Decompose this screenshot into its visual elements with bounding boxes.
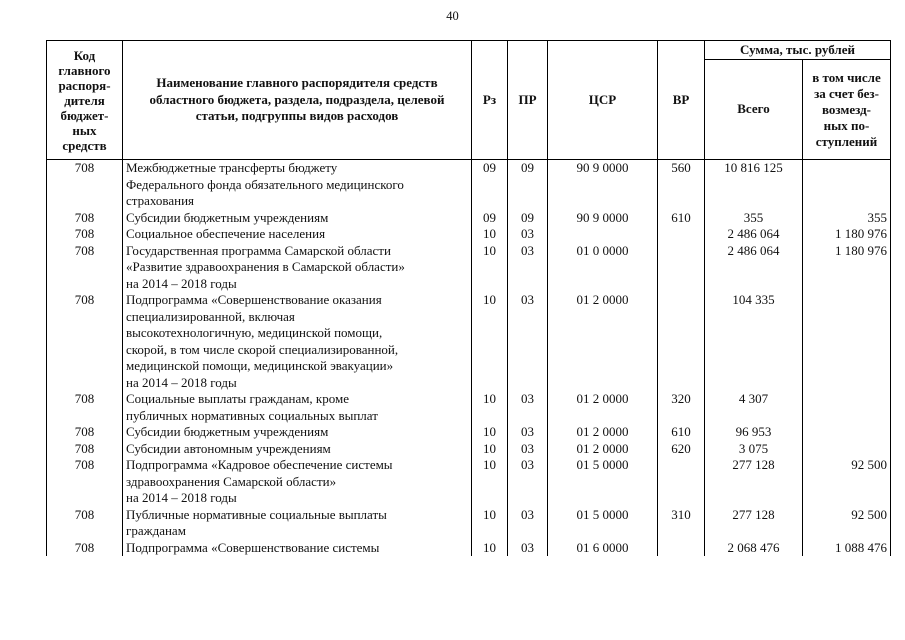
cell-rz: 10 bbox=[472, 391, 508, 424]
cell-free: 1 180 976 bbox=[803, 243, 891, 293]
cell-name: Межбюджетные трансферты бюджету Федерального фонда обязательного медицинского страхования bbox=[123, 160, 472, 210]
header-name: Наименование главного распорядителя средств областного бюджета, раздела, подраздела, целевой статьи, подгруппы видов расходов bbox=[123, 41, 472, 160]
cell-code: 708 bbox=[47, 540, 123, 557]
cell-free: 355 bbox=[803, 210, 891, 227]
cell-csr: 01 5 0000 bbox=[548, 507, 658, 540]
cell-rz: 10 bbox=[472, 441, 508, 458]
cell-name: Подпрограмма «Совершенствование системы bbox=[123, 540, 472, 557]
cell-total: 2 486 064 bbox=[705, 226, 803, 243]
table-row bbox=[47, 243, 891, 293]
cell-rz: 10 bbox=[472, 292, 508, 391]
cell-vr bbox=[658, 226, 705, 243]
table-body bbox=[47, 160, 891, 557]
cell-pr: 03 bbox=[508, 441, 548, 458]
cell-total: 355 bbox=[705, 210, 803, 227]
table-row bbox=[47, 292, 891, 391]
cell-total: 277 128 bbox=[705, 457, 803, 507]
cell-csr: 01 2 0000 bbox=[548, 441, 658, 458]
cell-rz: 10 bbox=[472, 457, 508, 507]
cell-total: 104 335 bbox=[705, 292, 803, 391]
cell-rz: 09 bbox=[472, 160, 508, 210]
cell-total: 2 486 064 bbox=[705, 243, 803, 293]
cell-csr: 01 2 0000 bbox=[548, 424, 658, 441]
table-row bbox=[47, 540, 891, 557]
cell-code: 708 bbox=[47, 441, 123, 458]
table-header bbox=[47, 41, 891, 160]
cell-code: 708 bbox=[47, 226, 123, 243]
header-vr: ВР bbox=[658, 41, 705, 160]
cell-vr: 610 bbox=[658, 424, 705, 441]
header-sum: Сумма, тыс. рублей bbox=[705, 41, 891, 60]
cell-vr bbox=[658, 540, 705, 557]
cell-code: 708 bbox=[47, 424, 123, 441]
cell-csr: 01 2 0000 bbox=[548, 292, 658, 391]
cell-free bbox=[803, 292, 891, 391]
cell-rz: 10 bbox=[472, 507, 508, 540]
table-row bbox=[47, 424, 891, 441]
cell-vr: 560 bbox=[658, 160, 705, 210]
cell-csr: 90 9 0000 bbox=[548, 210, 658, 227]
cell-rz: 10 bbox=[472, 243, 508, 293]
cell-total: 96 953 bbox=[705, 424, 803, 441]
cell-csr: 01 5 0000 bbox=[548, 457, 658, 507]
cell-vr: 320 bbox=[658, 391, 705, 424]
table-row bbox=[47, 441, 891, 458]
header-total: Всего bbox=[705, 60, 803, 160]
cell-rz: 10 bbox=[472, 226, 508, 243]
cell-code: 708 bbox=[47, 160, 123, 210]
cell-csr: 01 0 0000 bbox=[548, 243, 658, 293]
cell-csr: 01 6 0000 bbox=[548, 540, 658, 557]
header-rz: Рз bbox=[472, 41, 508, 160]
table-row bbox=[47, 226, 891, 243]
header-csr: ЦСР bbox=[548, 41, 658, 160]
table-row bbox=[47, 457, 891, 507]
cell-total: 3 075 bbox=[705, 441, 803, 458]
cell-rz: 10 bbox=[472, 424, 508, 441]
budget-table bbox=[46, 40, 891, 556]
cell-code: 708 bbox=[47, 210, 123, 227]
cell-total: 2 068 476 bbox=[705, 540, 803, 557]
cell-name: Государственная программа Самарской области «Развитие здравоохранения в Самарской области» на 2014 – 2018 годы bbox=[123, 243, 472, 293]
cell-csr: 90 9 0000 bbox=[548, 160, 658, 210]
cell-free: 1 180 976 bbox=[803, 226, 891, 243]
cell-pr: 03 bbox=[508, 507, 548, 540]
page-number: 40 bbox=[446, 9, 459, 23]
cell-free bbox=[803, 424, 891, 441]
cell-code: 708 bbox=[47, 292, 123, 391]
cell-vr bbox=[658, 457, 705, 507]
cell-name: Социальное обеспечение населения bbox=[123, 226, 472, 243]
cell-total: 10 816 125 bbox=[705, 160, 803, 210]
table-row bbox=[47, 160, 891, 210]
cell-total: 4 307 bbox=[705, 391, 803, 424]
cell-free: 92 500 bbox=[803, 457, 891, 507]
cell-total: 277 128 bbox=[705, 507, 803, 540]
cell-rz: 09 bbox=[472, 210, 508, 227]
cell-code: 708 bbox=[47, 391, 123, 424]
cell-free bbox=[803, 391, 891, 424]
cell-free bbox=[803, 160, 891, 210]
header-pr: ПР bbox=[508, 41, 548, 160]
cell-csr bbox=[548, 226, 658, 243]
cell-code: 708 bbox=[47, 243, 123, 293]
cell-pr: 09 bbox=[508, 210, 548, 227]
cell-name: Социальные выплаты гражданам, кроме публичных нормативных социальных выплат bbox=[123, 391, 472, 424]
cell-pr: 09 bbox=[508, 160, 548, 210]
cell-pr: 03 bbox=[508, 243, 548, 293]
cell-name: Субсидии бюджетным учреждениям bbox=[123, 424, 472, 441]
table-row bbox=[47, 507, 891, 540]
cell-vr: 620 bbox=[658, 441, 705, 458]
cell-free: 1 088 476 bbox=[803, 540, 891, 557]
cell-pr: 03 bbox=[508, 424, 548, 441]
cell-name: Подпрограмма «Совершенствование оказания специализированной, включая высокотехнологичную, медицинской помощи, скорой, в том числе скорой специализированной, медицинской помощи, медицинской эвакуации» на 2014 – 2018 годы bbox=[123, 292, 472, 391]
table-row bbox=[47, 210, 891, 227]
cell-rz: 10 bbox=[472, 540, 508, 557]
cell-vr: 610 bbox=[658, 210, 705, 227]
cell-vr: 310 bbox=[658, 507, 705, 540]
cell-name: Субсидии бюджетным учреждениям bbox=[123, 210, 472, 227]
cell-vr bbox=[658, 292, 705, 391]
cell-code: 708 bbox=[47, 457, 123, 507]
cell-code: 708 bbox=[47, 507, 123, 540]
cell-name: Публичные нормативные социальные выплаты гражданам bbox=[123, 507, 472, 540]
header-free: в том числе за счет без- возмезд- ных по- ступлений bbox=[803, 60, 891, 160]
cell-pr: 03 bbox=[508, 457, 548, 507]
cell-free: 92 500 bbox=[803, 507, 891, 540]
cell-pr: 03 bbox=[508, 292, 548, 391]
cell-pr: 03 bbox=[508, 226, 548, 243]
cell-free bbox=[803, 441, 891, 458]
cell-vr bbox=[658, 243, 705, 293]
cell-pr: 03 bbox=[508, 391, 548, 424]
cell-pr: 03 bbox=[508, 540, 548, 557]
cell-csr: 01 2 0000 bbox=[548, 391, 658, 424]
header-code: Код главного распоря- дителя бюджет- ных средств bbox=[47, 41, 123, 160]
cell-name: Подпрограмма «Кадровое обеспечение системы здравоохранения Самарской области» на 2014 – 2018 годы bbox=[123, 457, 472, 507]
cell-name: Субсидии автономным учреждениям bbox=[123, 441, 472, 458]
table-row bbox=[47, 391, 891, 424]
